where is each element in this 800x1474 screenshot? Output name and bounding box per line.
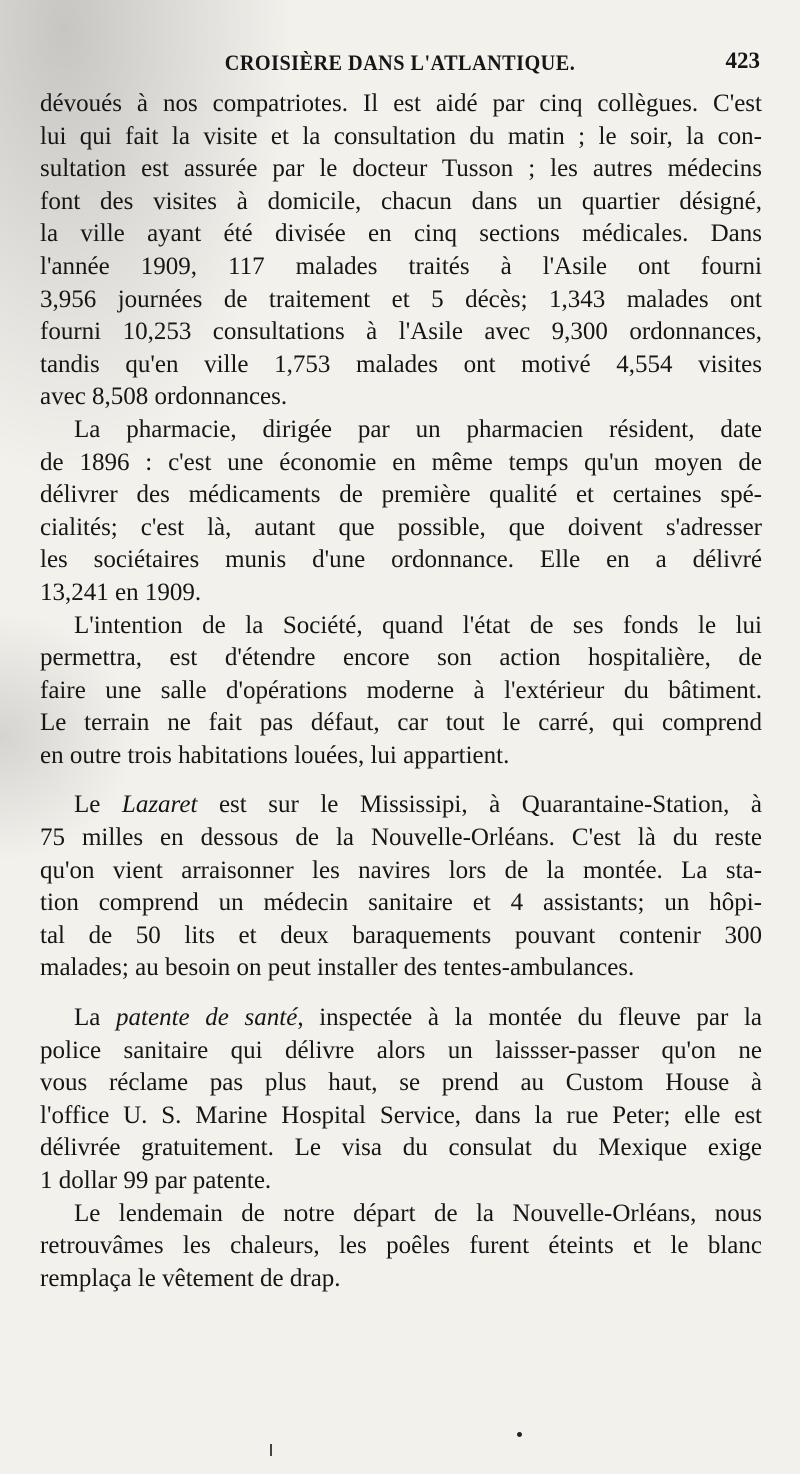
text-line: La pharmacie, dirigée par un pharmacien résident, date xyxy=(74,415,762,443)
text-line: remplaça le vêtement de drap. xyxy=(40,1264,341,1292)
text-line: la ville ayant été divisée en cinq sections médicales. Dans xyxy=(40,220,762,248)
text-line: les sociétaires munis d'une ordonnance. Elle en a délivré xyxy=(40,546,762,574)
paragraph-gap xyxy=(40,772,762,789)
paragraph xyxy=(40,414,762,610)
text-line: cialités; c'est là, autant que possible, que doivent s'adresser xyxy=(40,513,762,541)
text-line: L'intention de la Société, quand l'état de ses fonds le lui xyxy=(74,611,762,639)
text-line: délivrée gratuitement. Le visa du consulat du Mexique exige xyxy=(40,1134,762,1162)
text-line: avec 8,508 ordonnances. xyxy=(40,383,288,411)
text-line: tandis qu'en ville 1,753 malades ont motivé 4,554 visites xyxy=(40,350,762,378)
text-line: lui qui fait la visite et la consultation du matin ; le soir, la con- xyxy=(40,122,762,150)
italic-term: patente de santé xyxy=(116,1004,298,1032)
text-line: 13,241 en 1909. xyxy=(40,578,202,606)
paragraph xyxy=(40,88,762,414)
text-line: retrouvâmes les chaleurs, les poêles furent éteints et le blanc xyxy=(40,1232,762,1260)
paragraph xyxy=(40,789,762,985)
page-header xyxy=(40,44,760,84)
text-line: 75 milles en dessous de la Nouvelle-Orléans. C'est là du reste xyxy=(40,824,762,852)
text-line: fourni 10,253 consultations à l'Asile avec 9,300 ordonnances, xyxy=(40,318,762,346)
text-line: sultation est assurée par le docteur Tusson ; les autres médecins xyxy=(40,155,762,183)
text-line: l'office U. S. Marine Hospital Service, dans la rue Peter; elle est xyxy=(40,1101,762,1129)
text-line: font des visites à domicile, chacun dans un quartier désigné, xyxy=(40,187,762,215)
text-line: dévoués à nos compatriotes. Il est aidé par cinq collègues. C'est xyxy=(40,90,762,117)
text-line: 3,956 journées de traitement et 5 décès; 1,343 malades ont xyxy=(40,285,762,313)
text-line: tal de 50 lits et deux baraquements pouvant contenir 300 xyxy=(40,921,762,949)
italic-term: Lazaret xyxy=(121,791,198,819)
text-line: Le lendemain de notre départ de la Nouvelle-Orléans, nous xyxy=(74,1199,762,1227)
text-line: faire une salle d'opérations moderne à l'extérieur du bâtiment. xyxy=(40,676,762,704)
text-line: police sanitaire qui délivre alors un laissser-passer qu'on ne xyxy=(40,1036,762,1064)
text-line: malades; au besoin on peut installer des tentes-ambulances. xyxy=(40,954,635,982)
text-line: 1 dollar 99 par patente. xyxy=(40,1167,272,1194)
text-line: délivrer des médicaments de première qualité et certaines spé- xyxy=(40,481,762,509)
paragraph xyxy=(40,1198,762,1296)
text-line: Le Lazaret est sur le Mississipi, à Quarantaine-Station, à xyxy=(74,791,762,819)
ink-speck xyxy=(517,1432,522,1437)
text-line: l'année 1909, 117 malades traités à l'Asile ont fourni xyxy=(40,252,762,280)
page-number: 423 xyxy=(725,48,760,73)
paragraph-gap xyxy=(40,985,762,1002)
body-text xyxy=(40,88,762,1295)
running-title: CROISIÈRE DANS L'ATLANTIQUE. xyxy=(224,50,576,75)
text-line: qu'on vient arraisonner les navires lors de la montée. La sta- xyxy=(40,856,762,884)
text-line: de 1896 : c'est une économie en même temps qu'un moyen de xyxy=(40,448,762,476)
paragraph xyxy=(40,610,762,773)
paragraph xyxy=(40,1002,762,1198)
text-line: La patente de santé, inspectée à la montée du fleuve par la xyxy=(74,1004,763,1032)
text-line: permettra, est d'étendre encore son action hospitalière, de xyxy=(40,644,762,672)
ink-mark xyxy=(270,1444,272,1456)
text-line: Le terrain ne fait pas défaut, car tout le carré, qui comprend xyxy=(40,709,762,737)
text-line: vous réclame pas plus haut, se prend au Custom House à xyxy=(40,1069,762,1097)
text-line: tion comprend un médecin sanitaire et 4 assistants; un hôpi- xyxy=(40,889,762,917)
text-line: en outre trois habitations louées, lui appartient. xyxy=(40,741,510,769)
